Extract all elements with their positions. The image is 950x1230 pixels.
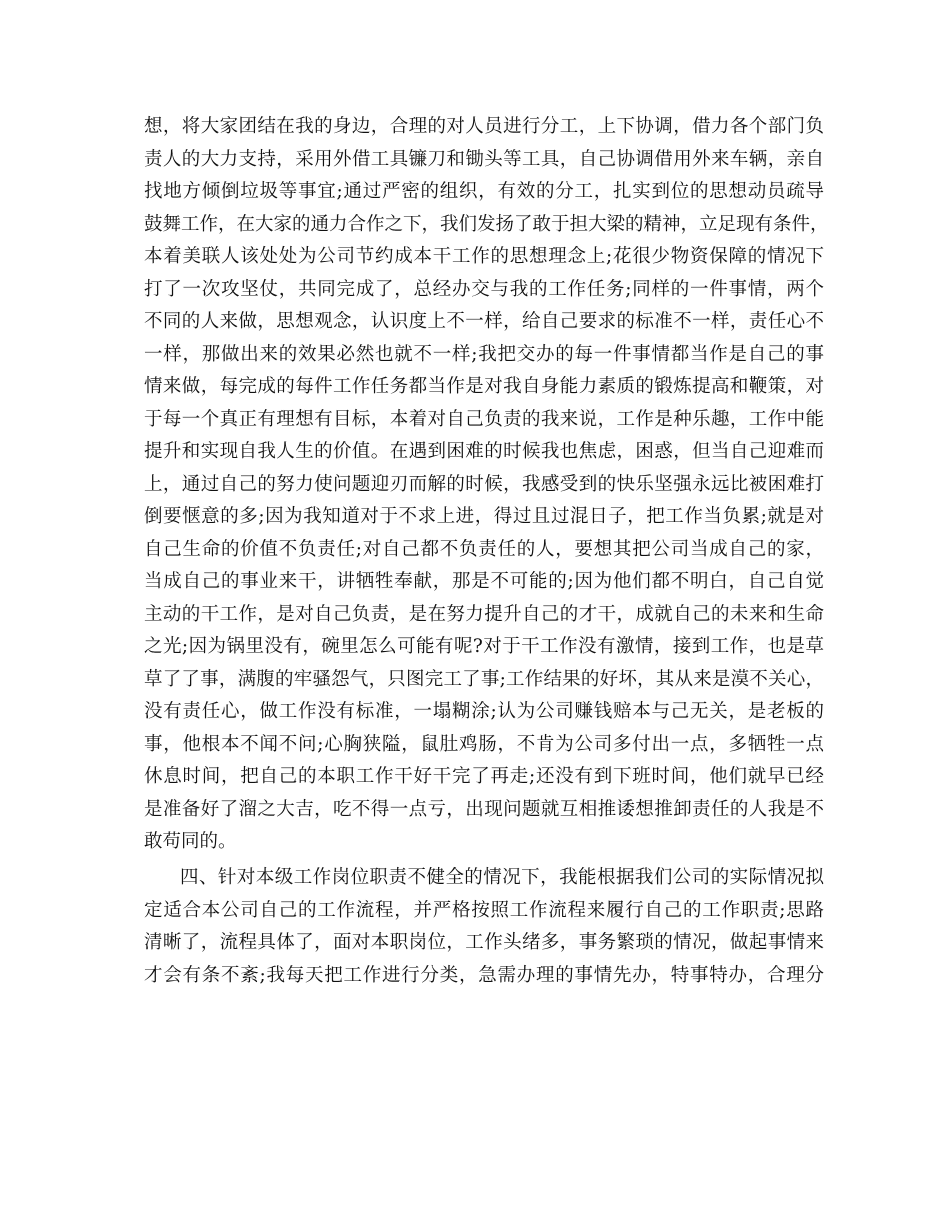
text-line: 倒要惬意的多;因为我知道对于不求上进，得过且过混日子，把工作当负累;就是对 <box>144 506 824 527</box>
text-line: 想，将大家团结在我的身边，合理的对人员进行分工，上下协调，借力各个部门负 <box>144 116 824 137</box>
text-line: 当成自己的事业来干，讲牺牲奉献，那是不可能的;因为他们都不明白，自己自觉 <box>144 571 824 592</box>
text-line: 是准备好了溜之大吉，吃不得一点亏，出现问题就互相推诿想推卸责任的人我是不 <box>144 798 824 820</box>
text-line: 事，他根本不闻不问;心胸狭隘，鼠肚鸡肠，不肯为公司多付出一点，多牺牲一点 <box>144 733 824 755</box>
text-line: 一样，那做出来的效果必然也就不一样;我把交办的每一件事情都当作是自己的事 <box>144 343 824 365</box>
text-line: 本着美联人该处处为公司节约成本干工作的思想理念上;花很少物资保障的情况下 <box>144 246 824 267</box>
text-line: 休息时间，把自己的本职工作干好干完了再走;还没有到下班时间，他们就早已经 <box>144 766 824 787</box>
text-line: 定适合本公司自己的工作流程，并严格按照工作流程来履行自己的工作职责;思路 <box>144 899 824 921</box>
text-line: 责人的大力支持，采用外借工具镰刀和锄头等工具，自己协调借用外来车辆，亲自 <box>144 148 824 170</box>
text-line: 上，通过自己的努力使问题迎刃而解的时候，我感受到的快乐坚强永远比被困难打 <box>144 473 824 495</box>
text-line-paragraph-end: 敢苟同的。 <box>144 831 237 852</box>
text-line: 情来做，每完成的每件工作任务都当作是对我自身能力素质的锻炼提高和鞭策，对 <box>144 376 824 397</box>
text-line: 打了一次攻坚仗，共同完成了，总经办交与我的工作任务;同样的一件事情，两个 <box>144 278 824 300</box>
text-line: 鼓舞工作，在大家的通力合作之下，我们发扬了敢于担大梁的精神，立足现有条件， <box>144 213 829 235</box>
text-line: 没有责任心，做工作没有标准，一塌糊涂;认为公司赚钱赔本与己无关，是老板的 <box>144 701 824 722</box>
text-line: 于每一个真正有理想有目标，本着对自己负责的我来说，工作是种乐趣，工作中能 <box>144 408 824 430</box>
text-line: 不同的人来做，思想观念，认识度上不一样，给自己要求的标准不一样，责任心不 <box>144 311 824 332</box>
text-line: 找地方倾倒垃圾等事宜;通过严密的组织，有效的分工，扎实到位的思想动员疏导 <box>144 181 824 202</box>
text-line: 主动的干工作，是对自己负责，是在努力提升自己的才干，成就自己的未来和生命 <box>144 603 824 625</box>
text-line: 之光;因为锅里没有，碗里怎么可能有呢?对于干工作没有激情，接到工作，也是草 <box>144 636 824 657</box>
text-line: 清晰了，流程具体了，面对本职岗位，工作头绪多，事务繁琐的情况，做起事情来 <box>144 932 824 953</box>
text-line: 草了了事，满腹的牢骚怨气，只图完工了事;工作结果的好坏，其从来是漠不关心， <box>144 668 824 690</box>
text-line-paragraph-start: 四、针对本级工作岗位职责不健全的情况下，我能根据我们公司的实际情况拟 <box>180 867 824 888</box>
text-line: 才会有条不紊;我每天把工作进行分类，急需办理的事情先办，特事特办，合理分 <box>144 964 824 986</box>
text-line: 提升和实现自我人生的价值。在遇到困难的时候我也焦虑，困惑，但当自己迎难而 <box>144 441 824 462</box>
text-line: 自己生命的价值不负责任;对自己都不负责任的人，要想其把公司当成自己的家， <box>144 538 824 560</box>
